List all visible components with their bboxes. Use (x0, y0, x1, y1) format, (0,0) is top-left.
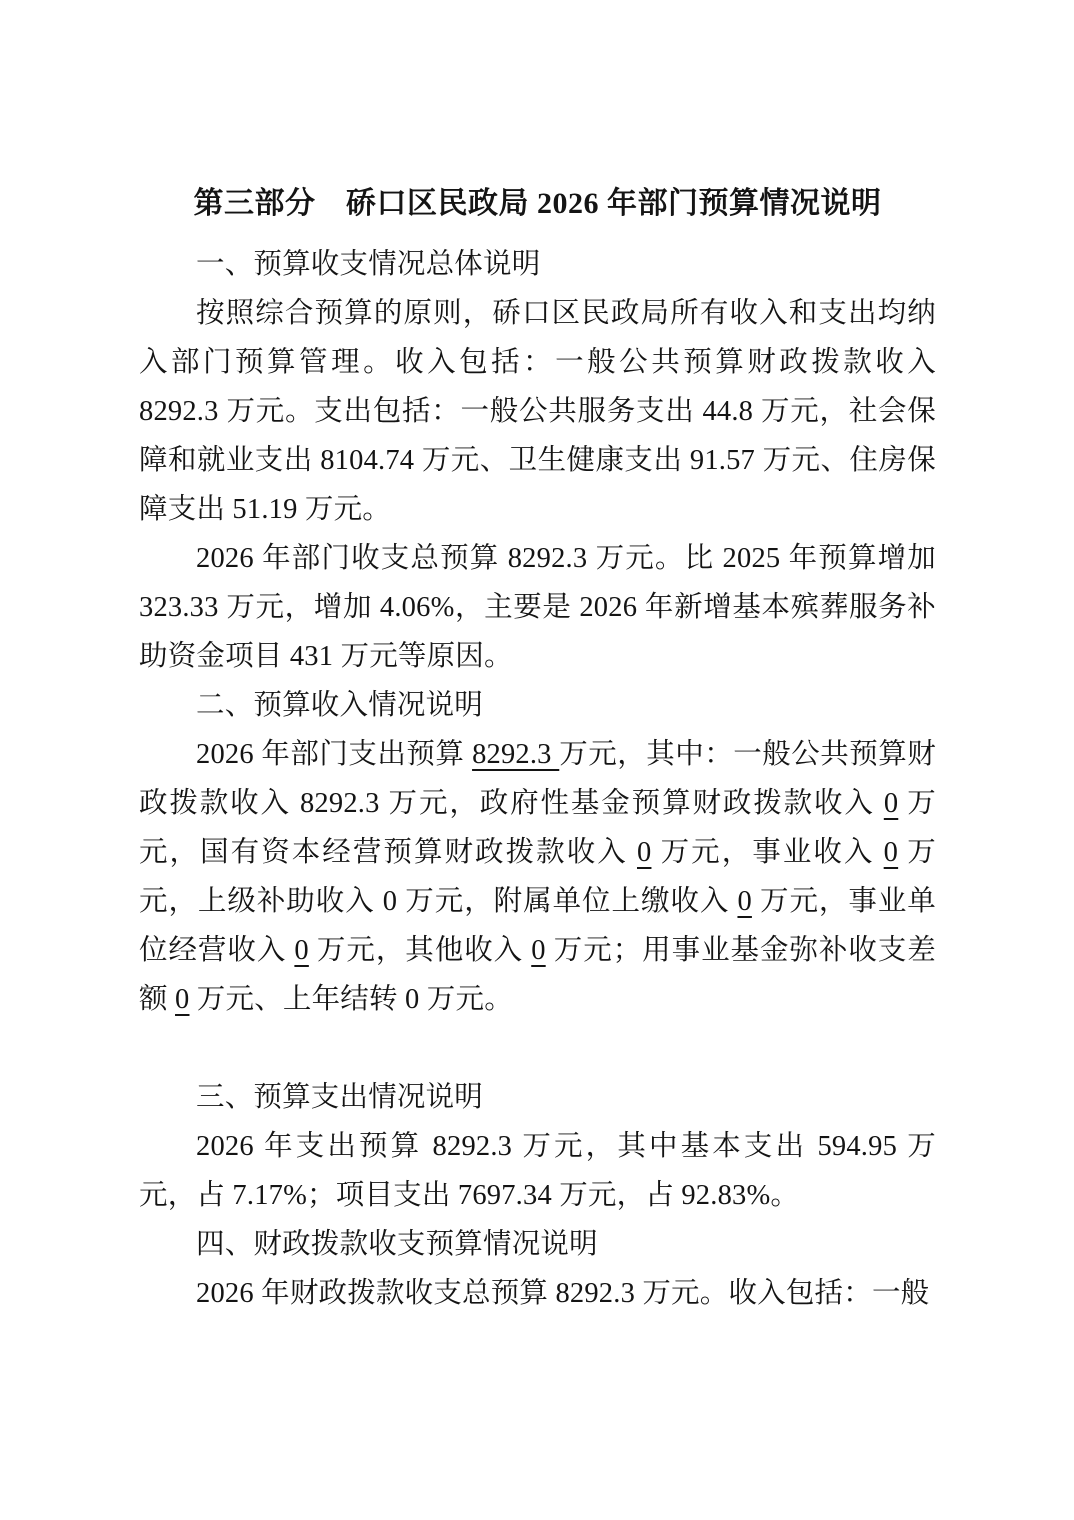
underlined-value: 0 (737, 886, 752, 917)
text-run: 2026 年财政拨款收支总预算 8292.3 万元。收入包括：一般 (196, 1278, 930, 1309)
text-run: 万元、上年结转 0 万元。 (189, 984, 513, 1015)
document-body (139, 240, 936, 1318)
underlined-value: 0 (637, 837, 652, 868)
text-run: 2026 年部门支出预算 (196, 739, 473, 770)
underlined-value: 0 (294, 935, 309, 966)
text-run: 按照综合预算的原则，硚口区民政局所有收入和支出均纳入部门预算管理。收入包括：一般公共预算财政拨款收入 8292.3 万元。支出包括：一般公共服务支出 44.8 万元，社会保障和就业支出 8104.74 万元、卫生健康支出 91.57 万元、住房保障支出 51.19 万元。 (139, 298, 936, 525)
paragraph (139, 534, 936, 681)
text-run: 万元，事业单位经营收入 (139, 886, 936, 966)
text-run: 万元，其中：一般公共预算财政拨款收入 8292.3 万元，政府性基金预算财政拨款收入 (139, 739, 936, 819)
text-run: 二、预算收入情况说明 (196, 690, 484, 721)
underlined-value: 0 (175, 984, 190, 1015)
underlined-value: 8292.3 (472, 739, 560, 770)
paragraph (139, 730, 936, 1024)
text-run: 万元，国有资本经营预算财政拨款收入 (139, 788, 936, 868)
text-run: 四、财政拨款收支预算情况说明 (196, 1229, 598, 1260)
text-run: 万元，上级补助收入 0 万元，附属单位上缴收入 (139, 837, 937, 917)
underlined-value: 0 (531, 935, 546, 966)
text-run: 万元，其他收入 (308, 935, 532, 966)
paragraph (139, 1122, 936, 1220)
text-run: 一、预算收支情况总体说明 (196, 249, 541, 280)
section-heading (139, 240, 936, 289)
paragraph (139, 289, 936, 534)
text-run: 2026 年部门收支总预算 8292.3 万元。比 2025 年预算增加 323.33 万元，增加 4.06%，主要是 2026 年新增基本殡葬服务补助资金项目 431 万元等原因。 (139, 543, 936, 672)
text-run: 三、预算支出情况说明 (196, 1082, 484, 1113)
text-run: 万元，事业收入 (651, 837, 884, 868)
document-title: 第三部分 硚口区民政局 2026 年部门预算情况说明 (193, 187, 882, 220)
section-heading (139, 1073, 936, 1122)
blank-line (139, 1024, 936, 1073)
text-run: 万元；用事业基金弥补收支差额 (139, 935, 936, 1015)
section-heading (139, 681, 936, 730)
section-heading (139, 1220, 936, 1269)
text-run: 2026 年支出预算 8292.3 万元，其中基本支出 594.95 万元，占 7.17%；项目支出 7697.34 万元，占 92.83%。 (139, 1131, 936, 1211)
paragraph (139, 1269, 936, 1318)
underlined-value: 0 (883, 788, 899, 819)
underlined-value: 0 (883, 837, 899, 868)
